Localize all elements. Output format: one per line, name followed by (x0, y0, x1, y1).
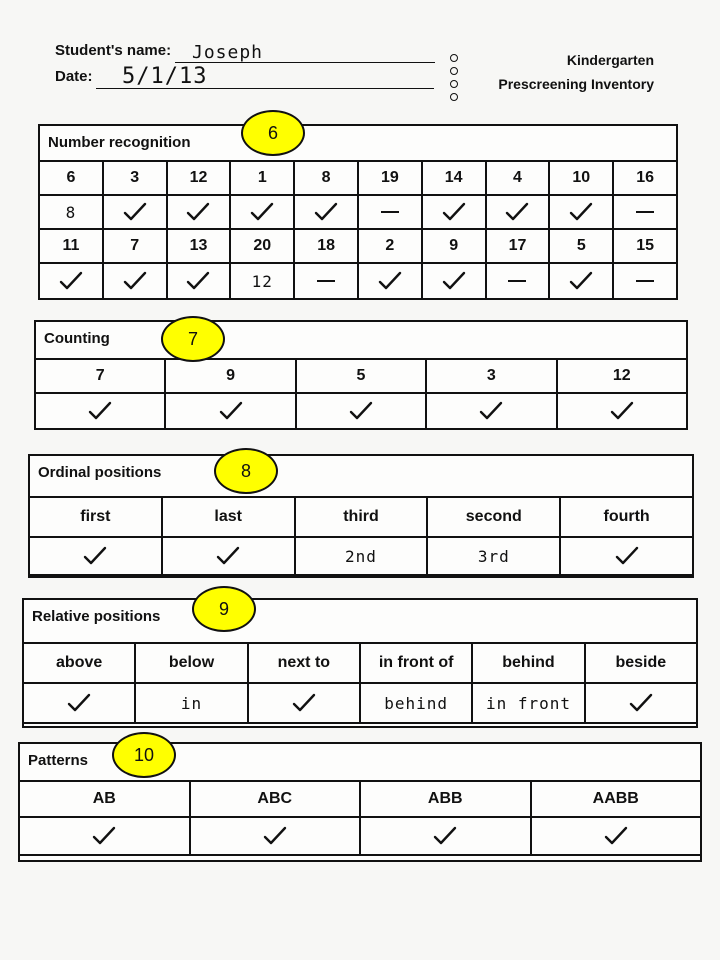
ordinal-written-answer (295, 537, 428, 575)
number-recognition-item: 16 (613, 161, 677, 195)
ordinal-checkmark-cell (162, 537, 295, 575)
relative-written-answer (135, 683, 247, 723)
ordinal-positions-badge: 8 (214, 448, 278, 494)
number-recognition-checkmark-cell (39, 263, 103, 299)
checkmark-icon (292, 692, 316, 714)
number-recognition-section (38, 124, 678, 300)
counting-checkmark-cell (426, 393, 556, 429)
checkmark-icon (88, 400, 112, 422)
number-recognition-item: 15 (613, 229, 677, 263)
checkmark-icon (349, 400, 373, 422)
number-recognition-item: 1 (230, 161, 294, 195)
handwritten-answer: in (180, 693, 203, 713)
checkmark-icon (186, 270, 210, 292)
ordinal-item: last (162, 497, 295, 537)
patterns-item: AB (19, 781, 190, 817)
checkmark-icon (569, 201, 593, 223)
handwritten-answer: 2nd (345, 546, 377, 566)
checkmark-icon (123, 270, 147, 292)
patterns-checkmark-cell (19, 817, 190, 855)
patterns-title: Patterns (28, 752, 89, 769)
relative-item: next to (248, 643, 360, 683)
handwritten-answer: 8 (65, 202, 77, 222)
number-recognition-checkmark-cell (167, 263, 231, 299)
number-recognition-item: 14 (422, 161, 486, 195)
checkmark-icon (83, 545, 107, 567)
number-recognition-item: 6 (39, 161, 103, 195)
number-recognition-title: Number recognition (48, 134, 191, 151)
checkmark-icon (219, 400, 243, 422)
patterns-item: ABB (360, 781, 531, 817)
counting-section (34, 320, 688, 430)
number-recognition-item: 17 (486, 229, 550, 263)
ordinal-written-answer (427, 537, 560, 575)
number-recognition-dash-cell (613, 263, 677, 299)
inventory-title: Prescreening Inventory (498, 76, 654, 92)
relative-checkmark-cell (23, 683, 135, 723)
relative-checkmark-cell (248, 683, 360, 723)
relative-positions-badge: 9 (192, 586, 256, 632)
number-recognition-checkmark-cell (549, 195, 613, 229)
counting-item: 9 (165, 359, 295, 393)
checkmark-icon (569, 270, 593, 292)
number-recognition-table (38, 160, 678, 300)
number-recognition-item: 9 (422, 229, 486, 263)
number-recognition-dash-cell (486, 263, 550, 299)
number-recognition-checkmark-cell (230, 195, 294, 229)
checkmark-icon (604, 825, 628, 847)
handwritten-answer: 3rd (477, 546, 510, 566)
number-recognition-written-answer (230, 263, 294, 299)
checkmark-icon (479, 400, 503, 422)
counting-item: 7 (35, 359, 165, 393)
counting-item: 5 (296, 359, 426, 393)
number-recognition-checkmark-cell (358, 263, 422, 299)
relative-item: behind (472, 643, 584, 683)
handwritten-answer: behind (384, 693, 449, 713)
checkmark-icon (314, 201, 338, 223)
number-recognition-item: 20 (230, 229, 294, 263)
number-recognition-checkmark-cell (103, 195, 167, 229)
checkmark-icon (433, 825, 457, 847)
counting-item: 12 (557, 359, 687, 393)
relative-written-answer (472, 683, 584, 723)
date-value: 5/1/13 (122, 64, 208, 89)
student-name-label: Student's name: (55, 42, 172, 59)
checkmark-icon (67, 692, 91, 714)
handwritten-answer: in front (485, 693, 571, 713)
number-recognition-item: 4 (486, 161, 550, 195)
dash-icon (636, 211, 654, 213)
number-recognition-dash-cell (358, 195, 422, 229)
counting-checkmark-cell (165, 393, 295, 429)
relative-checkmark-cell (585, 683, 697, 723)
patterns-section (18, 742, 702, 862)
checkmark-icon (92, 825, 116, 847)
relative-positions-section (22, 598, 698, 728)
checkmark-icon (505, 201, 529, 223)
number-recognition-dash-cell (294, 263, 358, 299)
relative-item: below (135, 643, 247, 683)
date-label: Date: (55, 68, 93, 85)
handwritten-answer: 12 (251, 271, 273, 291)
counting-checkmark-cell (557, 393, 687, 429)
counting-badge: 7 (161, 316, 225, 362)
number-recognition-item: 3 (103, 161, 167, 195)
checkmark-icon (378, 270, 402, 292)
checkmark-icon (615, 545, 639, 567)
counting-item: 3 (426, 359, 556, 393)
number-recognition-item: 12 (167, 161, 231, 195)
number-recognition-checkmark-cell (103, 263, 167, 299)
checkmark-icon (610, 400, 634, 422)
patterns-checkmark-cell (360, 817, 531, 855)
number-recognition-badge: 6 (241, 110, 305, 156)
checkmark-icon (186, 201, 210, 223)
number-recognition-item: 7 (103, 229, 167, 263)
ordinal-item: second (427, 497, 560, 537)
patterns-item: AABB (531, 781, 702, 817)
counting-checkmark-cell (35, 393, 165, 429)
checkmark-icon (442, 270, 466, 292)
relative-positions-table (22, 642, 698, 724)
number-recognition-item: 19 (358, 161, 422, 195)
patterns-checkmark-cell (190, 817, 361, 855)
number-recognition-item: 8 (294, 161, 358, 195)
ordinal-item: first (29, 497, 162, 537)
counting-table (34, 358, 688, 430)
number-recognition-item: 10 (549, 161, 613, 195)
number-recognition-checkmark-cell (167, 195, 231, 229)
patterns-badge: 10 (112, 732, 176, 778)
ordinal-checkmark-cell (29, 537, 162, 575)
relative-item: beside (585, 643, 697, 683)
relative-positions-title: Relative positions (32, 608, 161, 625)
checkmark-icon (123, 201, 147, 223)
number-recognition-checkmark-cell (422, 263, 486, 299)
number-recognition-dash-cell (613, 195, 677, 229)
number-recognition-item: 5 (549, 229, 613, 263)
counting-title: Counting (44, 330, 110, 347)
ordinal-checkmark-cell (560, 537, 693, 575)
dash-icon (317, 280, 335, 282)
counting-checkmark-cell (296, 393, 426, 429)
ordinal-positions-table (28, 496, 694, 576)
number-recognition-checkmark-cell (422, 195, 486, 229)
patterns-checkmark-cell (531, 817, 702, 855)
number-recognition-item: 13 (167, 229, 231, 263)
number-recognition-checkmark-cell (486, 195, 550, 229)
dash-icon (381, 211, 399, 213)
number-recognition-item: 2 (358, 229, 422, 263)
student-name-value: Joseph (192, 42, 264, 63)
number-recognition-item: 18 (294, 229, 358, 263)
number-recognition-checkmark-cell (549, 263, 613, 299)
relative-item: above (23, 643, 135, 683)
grade-title: Kindergarten (566, 52, 654, 68)
header-divider-dots (450, 54, 458, 106)
relative-written-answer (360, 683, 472, 723)
checkmark-icon (216, 545, 240, 567)
checkmark-icon (59, 270, 83, 292)
patterns-table (18, 780, 702, 856)
dash-icon (636, 280, 654, 282)
dash-icon (508, 280, 526, 282)
number-recognition-checkmark-cell (294, 195, 358, 229)
checkmark-icon (442, 201, 466, 223)
checkmark-icon (629, 692, 653, 714)
ordinal-item: third (295, 497, 428, 537)
ordinal-positions-section (28, 454, 694, 578)
relative-item: in front of (360, 643, 472, 683)
patterns-item: ABC (190, 781, 361, 817)
ordinal-item: fourth (560, 497, 693, 537)
ordinal-positions-title: Ordinal positions (38, 464, 162, 481)
number-recognition-item: 11 (39, 229, 103, 263)
number-recognition-written-answer (39, 195, 103, 229)
checkmark-icon (250, 201, 274, 223)
checkmark-icon (263, 825, 287, 847)
